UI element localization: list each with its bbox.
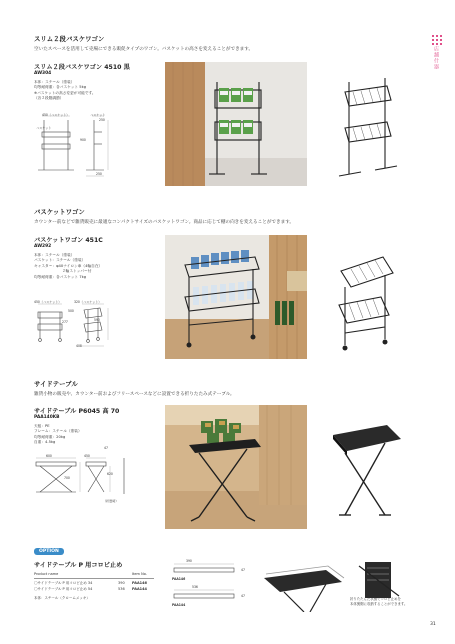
stopper-dim-a-h: 47 [241, 568, 245, 572]
table-dim-width: 600 [46, 454, 52, 458]
table-dim-top: 47 [104, 446, 108, 450]
section-title-table: サイドテーブル [34, 380, 78, 388]
slim-dim-basket: バスケット [90, 113, 106, 117]
option-row-2-item: PAA144 [132, 587, 147, 591]
product-specs-basket: 本体：スチール（塗装） バスケット：スチール（塗装） キャスター：φ40ナイロン車（4輪自在） ２輪ストッパー付 均等耐荷重：各バスケット 7kg [34, 253, 103, 279]
option-row-1-size: 390 [118, 581, 125, 585]
slim-dim-side: 250 [99, 118, 105, 122]
slim-dimension-drawing [34, 110, 134, 190]
basket-dimension-drawing [34, 298, 139, 350]
slim-dim-depth: 250 [96, 172, 102, 176]
grid-icon [432, 30, 442, 40]
section-desc-basket: カウンター前などで雑貨販売に最適なコンパクトサイズのバスケットワゴン。商品に応じて棚の向きを変えることができます。 [34, 220, 295, 225]
option-caption: 折りたたんだ状態でコロビ止めを 本体裏側に収納することができます。 [350, 597, 408, 606]
stopper-dim-b: 536 [192, 585, 198, 589]
side-tab-label: 店舗什器 [433, 46, 439, 70]
basket-dim-height: 590 [94, 318, 100, 322]
basket-dim-depth: 320（バスケット） [74, 300, 102, 304]
product-title-table: サイドテーブル P6045 高 70 [34, 408, 120, 415]
stopper-dim-b-h: 47 [241, 594, 245, 598]
option-material: 本体：スチール（クロームメッキ） [34, 596, 90, 600]
side-table-photo [165, 405, 307, 529]
page-number: 31 [430, 622, 436, 627]
side-table-product-photo [325, 415, 405, 525]
stopper-dim-a: 390 [186, 559, 192, 563]
slim-dim-width: 450（バスケット） [42, 113, 70, 117]
stopper-attached-photo [256, 560, 348, 612]
slim-dim-height: 900 [80, 138, 86, 142]
option-col-item: Item No. [132, 572, 147, 576]
basket-dim-depth2: 408 [76, 344, 82, 348]
slim-wagon-product-photo [325, 62, 405, 186]
slim-wagon-photo [165, 62, 307, 186]
product-title-basket: バスケットワゴン 451C [34, 237, 103, 244]
product-specs-table: 天板：PE フレーム：スチール（塗装） 均等耐荷重：20kg 自重：4.5kg [34, 424, 82, 445]
option-badge: OPTION [34, 548, 64, 555]
product-code-table: PAA140KB [34, 415, 60, 420]
option-col-name: Product name [34, 572, 59, 576]
table-dim-height: 700 [64, 476, 70, 480]
option-row-2-size: 536 [118, 587, 125, 591]
table-dim-folded: （折畳時） [103, 499, 119, 503]
stopper-code-a: PAA146 [172, 577, 186, 581]
basket-wagon-product-photo [325, 245, 405, 359]
product-code-slim: AW304 [34, 71, 52, 76]
option-row-1-name: 〇サイドテーブル P 用コロビ止め 34 [34, 581, 93, 585]
option-row-2-name: 〇サイドテーブル P 用コロビ止め 54 [34, 587, 93, 591]
section-desc-slim: 空いたスペースを活用して売場にできる販促タイプのワゴン。バスケットの高さを変えることができます。 [34, 47, 254, 52]
option-row-1-item: PAA146 [132, 581, 147, 585]
section-title-basket: バスケットワゴン [34, 208, 85, 216]
section-desc-table: 雑貨小物の販売や、カウンター前およびフリースペースなどに設置できる折りたたみ式テーブル。 [34, 392, 235, 397]
basket-dim-width: 450（バスケット） [34, 300, 62, 304]
option-title: サイドテーブル P 用コロビ止め [34, 562, 123, 569]
basket-wagon-photo [165, 235, 307, 359]
product-specs-slim: 本体：スチール（塗装） 均等耐荷重：各バスケット 5kg ※バスケットの高さ変更が可能です。 （各２段階調節） [34, 80, 96, 101]
section-title-slim: スリム２段バスケワゴン [34, 35, 105, 43]
table-dimension-drawing [34, 452, 134, 504]
basket-dim-side: 500 [68, 309, 74, 313]
product-code-basket: AW292 [34, 244, 52, 249]
option-table-rule [34, 578, 154, 579]
table-dim-height2: 620 [107, 472, 113, 476]
slim-dim-part: バスケット [36, 126, 52, 130]
basket-dim-b: 277 [62, 320, 68, 324]
stopper-folded-photo [355, 560, 405, 600]
table-dim-depth: 450 [84, 454, 90, 458]
stopper-code-b: PAA144 [172, 603, 186, 607]
product-title-slim: スリム２段バスケワゴン 4510 黒 [34, 64, 130, 71]
